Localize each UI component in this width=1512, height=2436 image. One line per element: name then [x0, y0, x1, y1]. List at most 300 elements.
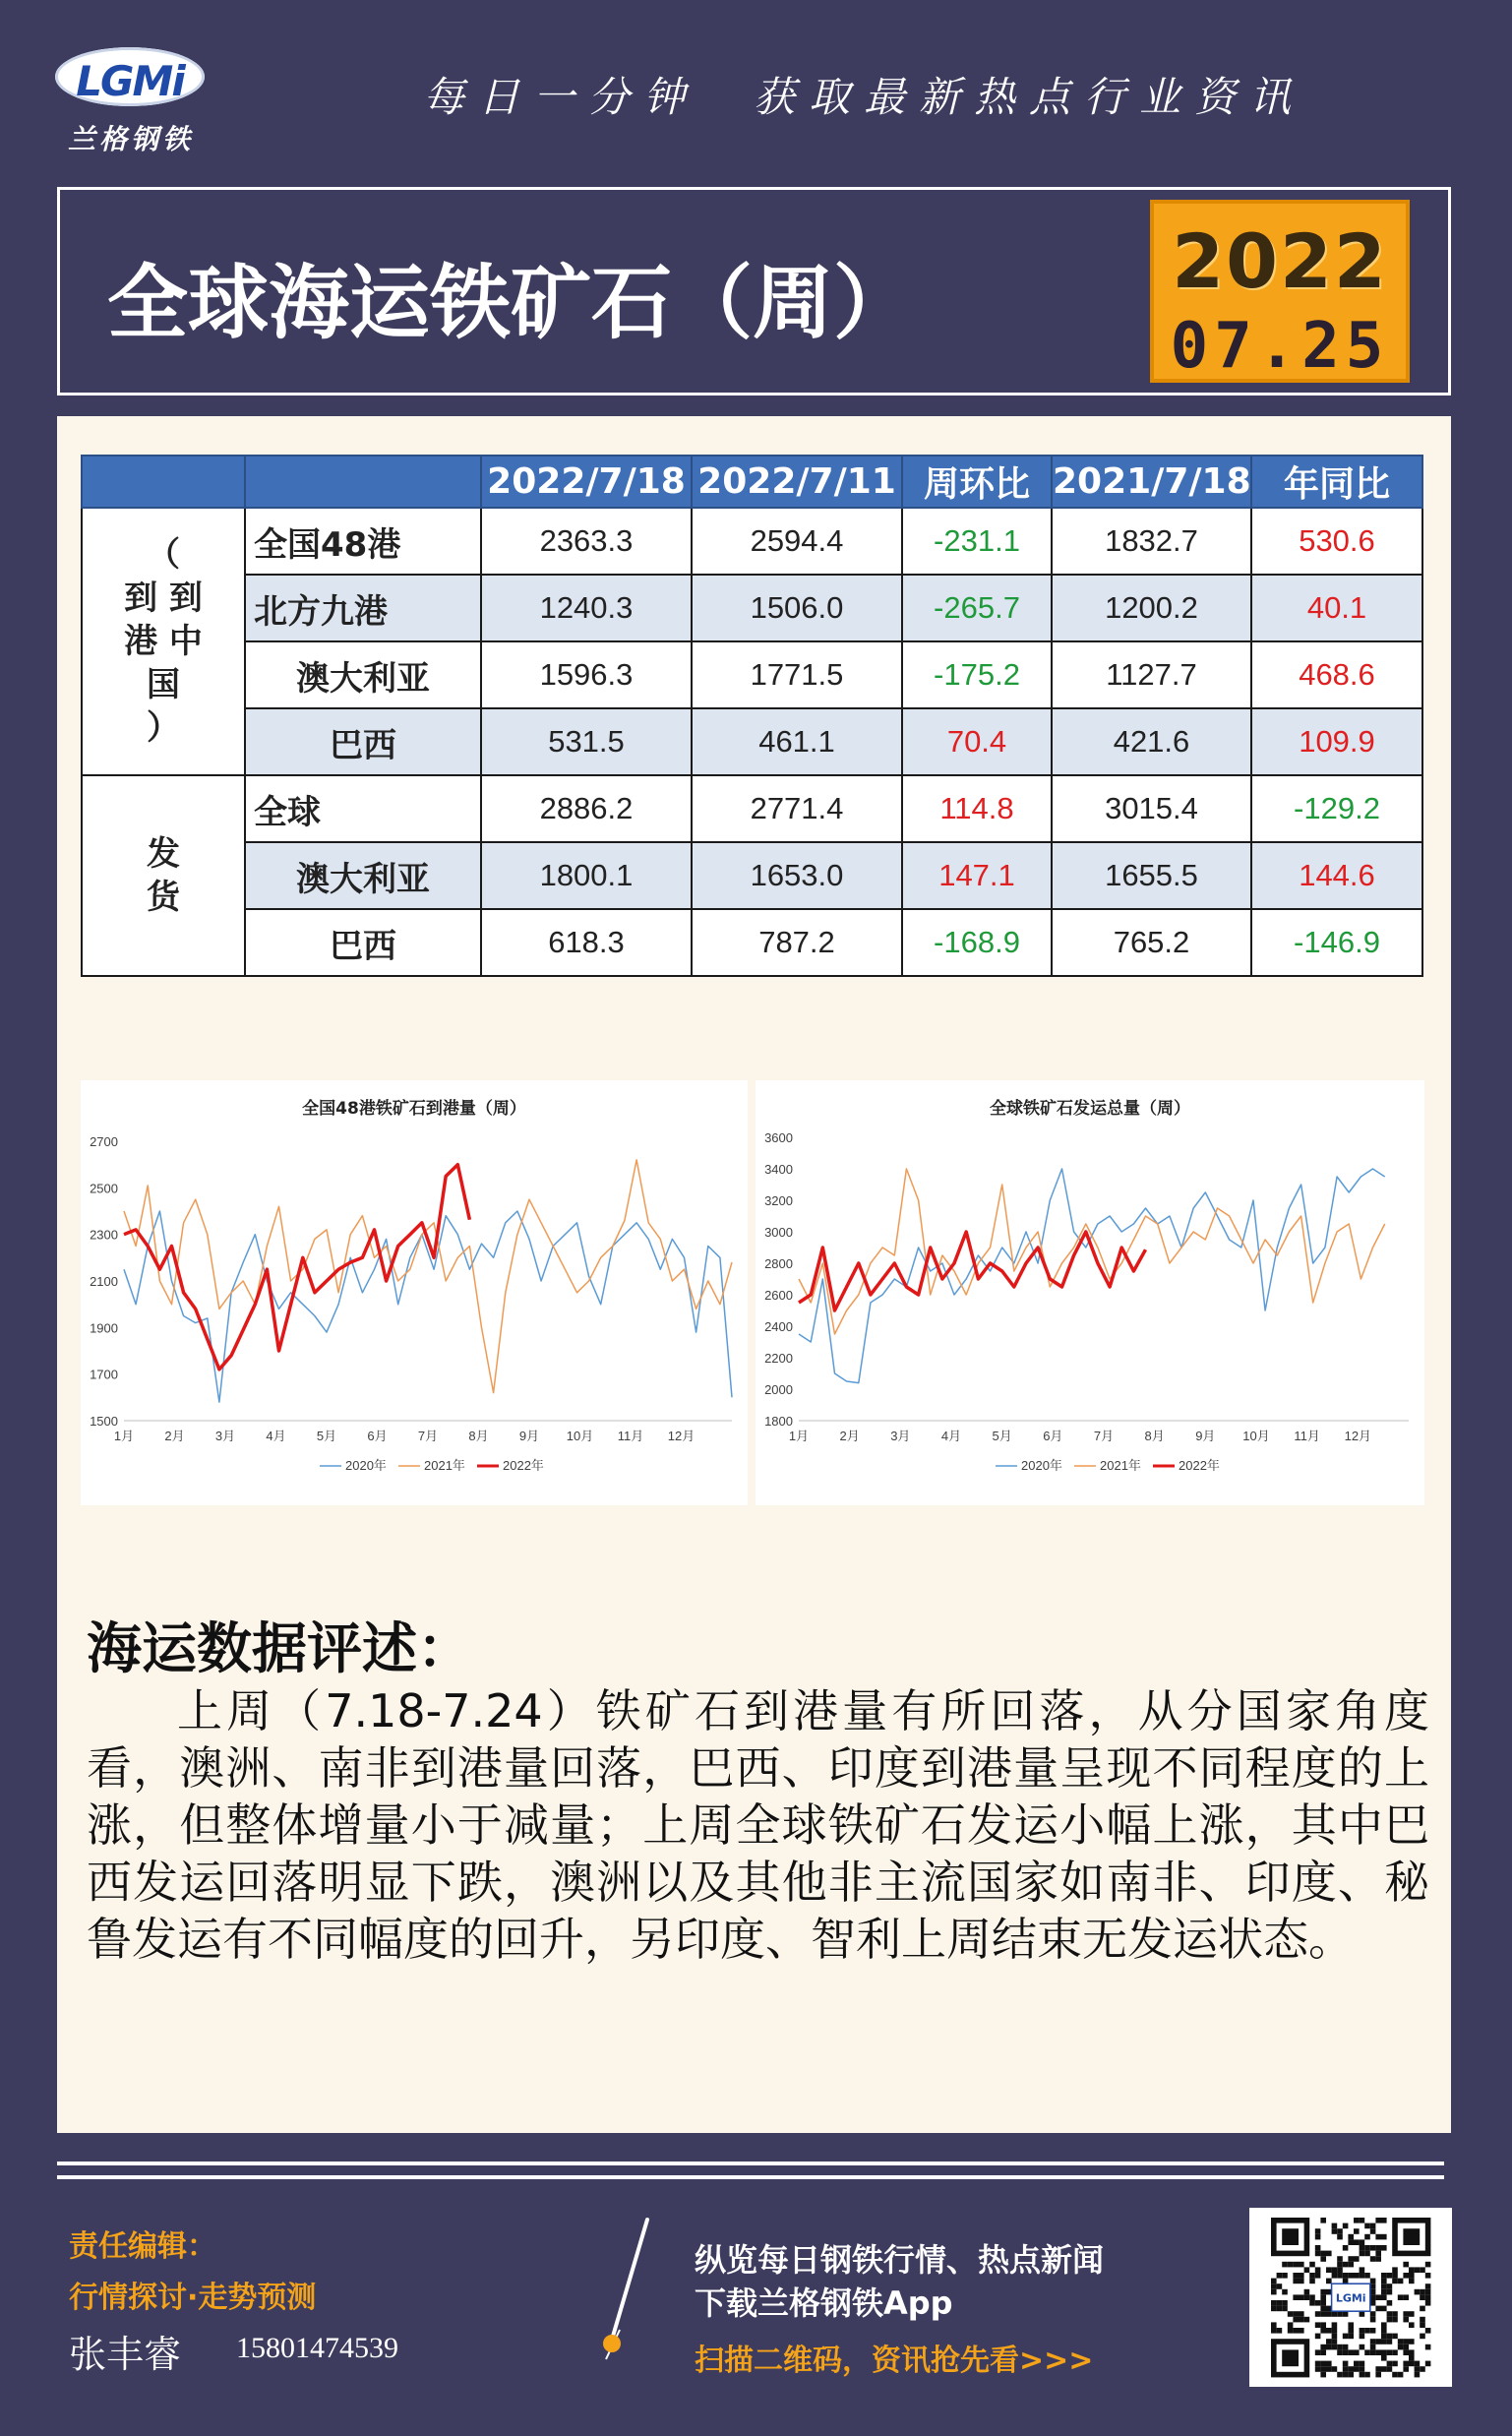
review-heading: 海运数据评述：	[87, 1617, 472, 1681]
value-wow: -231.1	[902, 508, 1052, 575]
y-tick-label: 2200	[764, 1351, 793, 1366]
y-tick-label: 2500	[90, 1181, 118, 1196]
qr-module	[1293, 2262, 1299, 2268]
qr-module	[1348, 2372, 1354, 2378]
qr-module	[1348, 2322, 1354, 2328]
qr-module	[1326, 2251, 1332, 2257]
pen-icon	[590, 2214, 669, 2371]
chart-svg	[756, 1080, 1424, 1505]
series-line	[799, 1232, 1146, 1310]
qr-module	[1381, 2334, 1387, 2340]
header-wow: 周环比	[902, 456, 1052, 508]
qr-module	[1381, 2273, 1387, 2279]
value-2022-7-11: 1506.0	[692, 575, 902, 641]
qr-module	[1282, 2262, 1288, 2268]
y-tick-label: 2600	[764, 1288, 793, 1303]
qr-module	[1271, 2300, 1277, 2306]
qr-module	[1425, 2361, 1431, 2367]
qr-module	[1309, 2273, 1315, 2279]
qr-module	[1337, 2345, 1343, 2350]
group-label-line: 国	[147, 665, 180, 704]
qr-module	[1299, 2311, 1304, 2317]
qr-module	[1420, 2317, 1425, 2323]
x-tick-label: 1月	[788, 1429, 810, 1443]
qr-module	[1320, 2372, 1326, 2378]
value-wow: 70.4	[902, 708, 1052, 775]
qr-module	[1381, 2349, 1387, 2355]
qr-module	[1343, 2349, 1349, 2355]
qr-module	[1288, 2328, 1294, 2334]
table-row	[82, 508, 1422, 575]
qr-module	[1315, 2267, 1321, 2273]
x-tick-label: 5月	[992, 1429, 1012, 1443]
qr-module	[1381, 2355, 1387, 2361]
value-2022-7-18: 2363.3	[481, 508, 692, 575]
y-tick-label: 2100	[90, 1274, 118, 1289]
qr-module	[1271, 2306, 1277, 2312]
qr-module	[1409, 2355, 1415, 2361]
qr-module	[1409, 2339, 1415, 2345]
qr-module	[1375, 2366, 1381, 2372]
qr-module	[1420, 2289, 1425, 2295]
qr-module	[1343, 2223, 1349, 2229]
qr-module	[1348, 2256, 1354, 2262]
qr-module	[1370, 2349, 1376, 2355]
table-row	[82, 842, 1422, 909]
group-shipments	[82, 775, 245, 976]
qr-module	[1364, 2223, 1370, 2229]
qr-module	[1370, 2345, 1376, 2350]
qr-module	[1343, 2366, 1349, 2372]
qr-module	[1343, 2311, 1349, 2317]
qr-module	[1387, 2361, 1393, 2367]
qr-module	[1425, 2300, 1431, 2306]
y-tick-label: 3000	[764, 1225, 793, 1240]
qr-module	[1304, 2317, 1310, 2323]
qr-module	[1360, 2311, 1365, 2317]
value-wow: 147.1	[902, 842, 1052, 909]
qr-module	[1326, 2366, 1332, 2372]
table-row	[82, 641, 1422, 708]
review-body: 上周（7.18-7.24）铁矿石到港量有所回落，从分国家角度看，澳洲、南非到港量回落，巴西、印度到港量呈现不同程度的上涨，但整体增量小于减量；上周全球铁矿石发运小幅上涨，其中巴西发运回落明显下跌，澳洲以及其他非主流国家如南非、印度、秘鲁发运有不同幅度的回升，另印度、智利上周结束无发运状态。	[87, 1684, 1429, 1966]
chart-title: 全国48港铁矿石到港量（周）	[302, 1099, 526, 1119]
y-tick-label: 3400	[764, 1162, 793, 1177]
qr-module	[1387, 2284, 1393, 2289]
qr-module	[1332, 2334, 1338, 2340]
x-tick-label: 1月	[113, 1429, 135, 1443]
qr-module	[1360, 2345, 1365, 2350]
qr-module	[1381, 2279, 1387, 2284]
qr-module	[1387, 2300, 1393, 2306]
y-tick-label: 2300	[90, 1227, 118, 1243]
legend-label: 2021年	[424, 1458, 465, 1473]
value-yoy: 468.6	[1251, 641, 1422, 708]
qr-module	[1387, 2366, 1393, 2372]
qr-module	[1309, 2279, 1315, 2284]
value-2022-7-18: 618.3	[481, 909, 692, 976]
qr-module	[1415, 2372, 1421, 2378]
group-label-line: 发	[147, 834, 180, 874]
qr-module	[1315, 2245, 1321, 2251]
qr-module	[1320, 2306, 1326, 2312]
qr-module	[1343, 2345, 1349, 2350]
editor-name: 张丰睿	[69, 2333, 182, 2376]
x-tick-label: 11月	[1294, 1429, 1320, 1443]
qr-module	[1271, 2328, 1277, 2334]
qr-module	[1326, 2339, 1332, 2345]
date-month-day: 07.25	[1170, 310, 1390, 383]
qr-module	[1288, 2322, 1294, 2328]
qr-module	[1409, 2361, 1415, 2367]
x-tick-label: 3月	[214, 1429, 236, 1443]
qr-module	[1370, 2284, 1376, 2289]
qr-module	[1420, 2306, 1425, 2312]
value-yoy: 109.9	[1251, 708, 1422, 775]
qr-module	[1326, 2361, 1332, 2367]
qr-module	[1403, 2317, 1409, 2323]
qr-module	[1337, 2262, 1343, 2268]
value-2021-7-18: 421.6	[1052, 708, 1251, 775]
qr-module	[1375, 2256, 1381, 2262]
qr-module	[1392, 2372, 1398, 2378]
qr-module	[1288, 2311, 1294, 2317]
x-tick-label: 3月	[890, 1429, 911, 1443]
group-label-line: 货	[147, 878, 180, 917]
qr-module	[1315, 2251, 1321, 2257]
qr-finder-core	[1403, 2228, 1420, 2245]
qr-module	[1364, 2245, 1370, 2251]
qr-module	[1332, 2223, 1338, 2229]
chart-svg	[81, 1080, 748, 1505]
qr-module	[1315, 2228, 1321, 2234]
qr-module	[1320, 2289, 1326, 2295]
qr-module	[1370, 2300, 1376, 2306]
y-tick-label: 3200	[764, 1193, 793, 1208]
header-blank-2	[245, 456, 481, 508]
qr-module	[1332, 2267, 1338, 2273]
qr-module	[1392, 2267, 1398, 2273]
value-2022-7-18: 1800.1	[481, 842, 692, 909]
qr-module	[1370, 2223, 1376, 2229]
qr-module	[1326, 2345, 1332, 2350]
qr-module	[1387, 2349, 1393, 2355]
qr-module	[1425, 2294, 1431, 2300]
header-yoy: 年同比	[1251, 456, 1422, 508]
group-label-line: （	[147, 535, 180, 575]
qr-module	[1398, 2294, 1404, 2300]
qr-module	[1337, 2228, 1343, 2234]
slogan: 每日一分钟 获取最新热点行业资讯	[423, 73, 1305, 121]
qr-module	[1370, 2228, 1376, 2234]
x-tick-label: 5月	[316, 1429, 337, 1443]
table-row	[82, 775, 1422, 842]
qr-module	[1425, 2345, 1431, 2350]
qr-module	[1282, 2300, 1288, 2306]
qr-module	[1271, 2284, 1277, 2289]
qr-module	[1282, 2289, 1288, 2295]
qr-module	[1343, 2262, 1349, 2268]
qr-module	[1320, 2328, 1326, 2334]
legend-label: 2020年	[1021, 1458, 1062, 1473]
qr-module	[1354, 2366, 1360, 2372]
qr-module	[1360, 2218, 1365, 2223]
qr-module	[1315, 2300, 1321, 2306]
qr-module	[1354, 2228, 1360, 2234]
qr-module	[1293, 2294, 1299, 2300]
qr-module	[1403, 2361, 1409, 2367]
qr-module	[1370, 2317, 1376, 2323]
qr-module	[1370, 2328, 1376, 2334]
title-box	[57, 187, 1451, 396]
qr-module	[1337, 2267, 1343, 2273]
qr-module	[1381, 2328, 1387, 2334]
qr-module	[1309, 2262, 1315, 2268]
qr-module	[1364, 2273, 1370, 2279]
qr-module	[1299, 2328, 1304, 2334]
qr-module	[1375, 2306, 1381, 2312]
value-wow: -168.9	[902, 909, 1052, 976]
x-tick-label: 8月	[468, 1429, 489, 1443]
row-label: 澳大利亚	[245, 641, 481, 708]
qr-module	[1320, 2251, 1326, 2257]
qr-module	[1425, 2284, 1431, 2289]
qr-module	[1299, 2294, 1304, 2300]
qr-module	[1348, 2334, 1354, 2340]
y-tick-label: 2000	[764, 1382, 793, 1397]
value-2021-7-18: 3015.4	[1052, 775, 1251, 842]
qr-module	[1375, 2339, 1381, 2345]
y-tick-label: 3600	[764, 1130, 793, 1145]
qr-module	[1320, 2218, 1326, 2223]
value-2022-7-11: 1771.5	[692, 641, 902, 708]
qr-module	[1304, 2289, 1310, 2295]
qr-module	[1315, 2311, 1321, 2317]
qr-module	[1326, 2328, 1332, 2334]
date-badge	[1150, 200, 1410, 383]
qr-module	[1332, 2339, 1338, 2345]
value-2022-7-18: 1596.3	[481, 641, 692, 708]
x-tick-label: 6月	[367, 1429, 388, 1443]
qr-module	[1375, 2251, 1381, 2257]
qr-module	[1403, 2366, 1409, 2372]
promo-scan-link[interactable]: 扫描二维码，资讯抢先看>>>	[695, 2344, 1094, 2378]
qr-module	[1343, 2361, 1349, 2367]
qr-module	[1403, 2349, 1409, 2355]
y-tick-label: 2800	[764, 1256, 793, 1271]
lange-logo	[47, 39, 214, 157]
qr-module	[1288, 2262, 1294, 2268]
qr-module	[1387, 2334, 1393, 2340]
qr-module	[1415, 2289, 1421, 2295]
qr-module	[1277, 2328, 1283, 2334]
qr-module	[1364, 2251, 1370, 2257]
row-label: 北方九港	[245, 575, 481, 641]
qr-module	[1315, 2361, 1321, 2367]
value-wow: -265.7	[902, 575, 1052, 641]
qr-module	[1337, 2372, 1343, 2378]
chart-shipments	[756, 1080, 1424, 1505]
qr-module	[1415, 2366, 1421, 2372]
qr-finder-core	[1282, 2349, 1299, 2366]
row-label: 巴西	[245, 909, 481, 976]
x-tick-label: 8月	[1144, 1429, 1165, 1443]
y-tick-label: 2700	[90, 1134, 118, 1149]
qr-module	[1381, 2289, 1387, 2295]
qr-module	[1381, 2234, 1387, 2240]
qr-module	[1332, 2328, 1338, 2334]
table-row	[82, 575, 1422, 641]
y-tick-label: 2400	[764, 1319, 793, 1334]
qr-module	[1354, 2361, 1360, 2367]
qr-module	[1354, 2218, 1360, 2223]
qr-module	[1271, 2322, 1277, 2328]
qr-module	[1343, 2245, 1349, 2251]
qr-module	[1320, 2366, 1326, 2372]
value-2021-7-18: 1832.7	[1052, 508, 1251, 575]
qr-module	[1320, 2294, 1326, 2300]
qr-module	[1425, 2289, 1431, 2295]
qr-module	[1420, 2294, 1425, 2300]
qr-module	[1293, 2317, 1299, 2323]
qr-module	[1415, 2361, 1421, 2367]
qr-module	[1299, 2273, 1304, 2279]
qr-module	[1309, 2294, 1315, 2300]
qr-module	[1282, 2306, 1288, 2312]
qr-module	[1387, 2311, 1393, 2317]
table-row	[82, 909, 1422, 976]
qr-module	[1320, 2300, 1326, 2306]
qr-module	[1293, 2311, 1299, 2317]
value-wow: 114.8	[902, 775, 1052, 842]
value-yoy: 40.1	[1251, 575, 1422, 641]
qr-module	[1381, 2218, 1387, 2223]
qr-module	[1299, 2279, 1304, 2284]
qr-module	[1420, 2267, 1425, 2273]
x-tick-label: 9月	[1195, 1429, 1216, 1443]
logo-text: LGMi	[76, 57, 184, 105]
promo-line-2: 下载兰格钢铁App	[695, 2284, 953, 2322]
qr-module	[1315, 2273, 1321, 2279]
qr-module	[1392, 2349, 1398, 2355]
legend-label: 2020年	[345, 1458, 387, 1473]
qr-module	[1370, 2279, 1376, 2284]
qr-module	[1326, 2311, 1332, 2317]
group-label-line: ）	[147, 708, 180, 748]
qr-module	[1370, 2311, 1376, 2317]
y-tick-label: 1800	[764, 1414, 793, 1429]
table-header-row	[82, 456, 1422, 508]
qr-code-image	[1249, 2208, 1452, 2387]
qr-module	[1409, 2279, 1415, 2284]
legend-label: 2022年	[503, 1458, 544, 1473]
qr-module	[1354, 2239, 1360, 2245]
qr-module	[1392, 2317, 1398, 2323]
qr-module	[1420, 2366, 1425, 2372]
iron-ore-table	[81, 455, 1423, 977]
qr-logo-text: LGMi	[1335, 2291, 1366, 2305]
qr-module	[1343, 2372, 1349, 2378]
value-2022-7-11: 2771.4	[692, 775, 902, 842]
qr-module	[1343, 2273, 1349, 2279]
qr-module	[1348, 2234, 1354, 2240]
value-2022-7-11: 1653.0	[692, 842, 902, 909]
divider	[57, 2162, 1444, 2165]
value-yoy: 530.6	[1251, 508, 1422, 575]
qr-module	[1370, 2339, 1376, 2345]
qr-code[interactable]	[1249, 2208, 1452, 2387]
qr-module	[1398, 2345, 1404, 2350]
qr-module	[1409, 2267, 1415, 2273]
divider	[57, 2175, 1444, 2179]
qr-module	[1375, 2218, 1381, 2223]
qr-module	[1403, 2311, 1409, 2317]
qr-module	[1337, 2256, 1343, 2262]
row-label: 全球	[245, 775, 481, 842]
qr-module	[1392, 2361, 1398, 2367]
header-2022-7-18: 2022/7/18	[481, 456, 692, 508]
qr-module	[1343, 2334, 1349, 2340]
qr-module	[1387, 2339, 1393, 2345]
qr-module	[1293, 2328, 1299, 2334]
qr-module	[1326, 2267, 1332, 2273]
qr-module	[1315, 2349, 1321, 2355]
row-label: 全国48港	[245, 508, 481, 575]
qr-module	[1354, 2256, 1360, 2262]
qr-module	[1398, 2279, 1404, 2284]
qr-module	[1375, 2234, 1381, 2240]
x-tick-label: 12月	[1344, 1429, 1372, 1443]
x-tick-label: 2月	[839, 1429, 860, 1443]
chart-arrivals	[81, 1080, 748, 1505]
value-2022-7-11: 461.1	[692, 708, 902, 775]
qr-module	[1360, 2267, 1365, 2273]
qr-module	[1409, 2322, 1415, 2328]
legend-label: 2022年	[1179, 1458, 1220, 1473]
qr-module	[1277, 2306, 1283, 2312]
value-yoy: 144.6	[1251, 842, 1422, 909]
value-yoy: -146.9	[1251, 909, 1422, 976]
qr-module	[1277, 2300, 1283, 2306]
qr-module	[1370, 2256, 1376, 2262]
row-label: 澳大利亚	[245, 842, 481, 909]
editor-phone: 15801474539	[236, 2332, 398, 2364]
qr-module	[1304, 2267, 1310, 2273]
y-tick-label: 1700	[90, 1367, 118, 1382]
x-tick-label: 7月	[417, 1429, 439, 1443]
chart-title: 全球铁矿石发运总量（周）	[990, 1099, 1190, 1119]
qr-module	[1360, 2239, 1365, 2245]
qr-module	[1315, 2322, 1321, 2328]
qr-module	[1332, 2322, 1338, 2328]
value-wow: -175.2	[902, 641, 1052, 708]
qr-module	[1326, 2306, 1332, 2312]
qr-module	[1282, 2273, 1288, 2279]
qr-module	[1375, 2245, 1381, 2251]
group-label-line: 港 中	[124, 622, 203, 661]
qr-module	[1415, 2267, 1421, 2273]
value-yoy: -129.2	[1251, 775, 1422, 842]
qr-module	[1370, 2245, 1376, 2251]
qr-module	[1375, 2294, 1381, 2300]
x-tick-label: 10月	[1242, 1429, 1270, 1443]
qr-module	[1293, 2279, 1299, 2284]
qr-module	[1403, 2345, 1409, 2350]
promo-line-1: 纵览每日钢铁行情、热点新闻	[695, 2241, 1105, 2279]
qr-module	[1360, 2366, 1365, 2372]
qr-module	[1348, 2273, 1354, 2279]
qr-module	[1326, 2289, 1332, 2295]
qr-module	[1293, 2273, 1299, 2279]
